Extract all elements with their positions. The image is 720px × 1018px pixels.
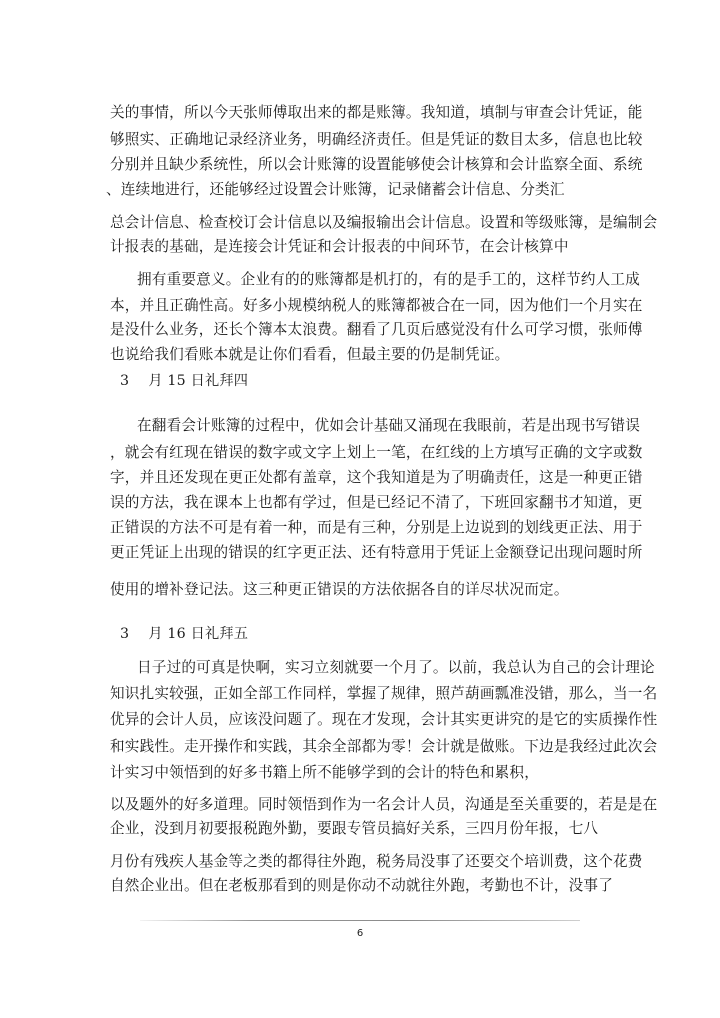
body-text-line: 关的事情，所以今天张师傅取出来的都是账簿。我知道，填制与审查会计凭证，能 — [110, 104, 643, 121]
body-text-line: 分别并且缺少系统性，所以会计账簿的设置能够使会计核算和会计监察全面、系统 — [110, 156, 643, 173]
body-text-line: 总会计信息、检查校订会计信息以及编报输出会计信息。设置和等级账簿，是编制会 — [110, 214, 658, 231]
page-number: 6 — [356, 928, 364, 939]
body-text-line: 、连续地进行，还能够经过设置会计账簿，记录储蓄会计信息、分类汇 — [106, 181, 565, 198]
body-text-line: 本，并且正确性高。好多小规模纳税人的账簿都被合在一同，因为他们一个月实在 — [110, 297, 643, 314]
footer-divider — [140, 920, 580, 921]
body-text-line: 自然企业出。但在老板那看到的则是你动不动就往外跑，考勤也不计，没事了 — [110, 877, 613, 894]
body-text-line: 优异的会计人员，应该没问题了。现在才发现，会计其实更讲究的是它的实质操作性 — [110, 711, 658, 728]
body-text-line: 字，并且还发现在更正处都有盖章，这个我知道是为了明确责任，这是一种更正错 — [110, 469, 643, 486]
body-text-line: 拥有重要意义。企业有的的账簿都是机打的，有的是手工的，这样节约人工成 — [137, 271, 640, 288]
body-text-line: 知识扎实较强，正如全部工作同样，掌握了规律，照芦葫画瓢准没错，那么，当一名 — [110, 685, 658, 702]
body-text-line: 计报表的基础，是连接会计凭证和会计报表的中间环节，在会计核算中 — [110, 238, 569, 255]
body-text-line: 误的方法，我在课本上也都有学过，但是已经记不清了，下班回家翻书才知道，更 — [110, 494, 643, 511]
body-text-line: 日子过的可真是快啊，实习立刻就要一个月了。以前，我总认为自己的会计理论 — [137, 659, 655, 676]
body-text-line: 在翻看会计账簿的过程中，优如会计基础又涌现在我眼前，若是出现书写错误 — [137, 417, 640, 434]
date-heading: 3 月 16 日礼拜五 — [120, 626, 249, 642]
body-text-line: 使用的增补登记法。这三种更正错误的方法依据各自的详尽状况而定。 — [110, 581, 569, 598]
body-text-line: 月份有残疾人基金等之类的都得往外跑，税务局没事了还要交个培训费，这个花费 — [110, 853, 643, 870]
body-text-line: 是没什么业务，还长个簿本太浪费。翻看了几页后感觉没有什么可学习惯，张师傅 — [110, 321, 643, 338]
date-heading: 3 月 15 日礼拜四 — [120, 373, 249, 389]
body-text-line: 企业，没到月初要报税跑外勤，要跟专管员搞好关系，三四月份年报，七八 — [110, 820, 599, 837]
body-text-line: 也说给我们看账本就是让你们看看，但最主要的仍是制凭证。 — [110, 346, 510, 363]
body-text-line: 更正凭证上出现的错误的红字更正法、还有特意用于凭证上金额登记出现问题时所 — [110, 544, 643, 561]
body-text-line: 正错误的方法不可是有着一种，而是有三种，分别是上边说到的划线更正法、用于 — [110, 519, 643, 536]
body-text-line: 以及题外的好多道理。同时领悟到作为一名会计人员，沟通是至关重要的，若是是在 — [110, 796, 658, 813]
body-text-line: 和实践性。走开操作和实践，其余全部都为零！会计就是做账。下边是我经过此次会 — [110, 738, 658, 755]
body-text-line: ，就会有红现在错误的数字或文字上划上一笔，在红线的上方填写正确的文字或数 — [110, 444, 643, 461]
body-text-line: 计实习中领悟到的好多书籍上所不能够学到的会计的特色和累积， — [110, 764, 540, 781]
body-text-line: 够照实、正确地记录经济业务，明确经济责任。但是凭证的数目太多，信息也比较 — [110, 131, 643, 148]
